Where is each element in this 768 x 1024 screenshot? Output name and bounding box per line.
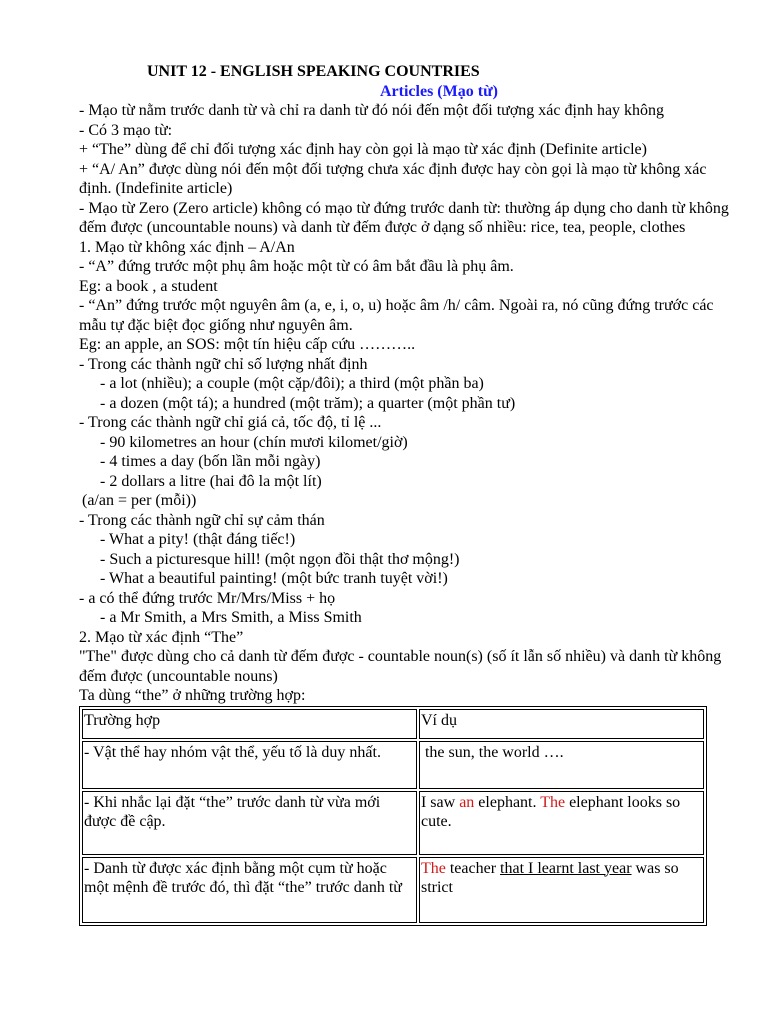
highlighted-article: The (420, 859, 446, 877)
text-line: "The" được dùng cho cả danh từ đếm được - countable noun(s) (số ít lẫn số nhiều) và danh từ không đếm được (uncountable nouns) (79, 648, 722, 685)
text-line: - Trong các thành ngữ chỉ giá cả, tốc độ, tỉ lệ ... (79, 414, 382, 431)
table-header-row (82, 709, 704, 739)
text-line: - a có thể đứng trước Mr/Mrs/Miss + họ (79, 589, 336, 607)
text-line: Ta dùng “the” ở những trường hợp: (79, 687, 306, 704)
table-header-cell: Trường hợp (82, 709, 417, 739)
document-page (79, 62, 739, 926)
table-row (82, 857, 704, 923)
table-row (82, 791, 704, 855)
table-cell-case: - Vật thể hay nhóm vật thể, yếu tố là duy nhất. (82, 741, 417, 789)
highlighted-article: The (540, 793, 566, 811)
table-cell-example: the sun, the world …. (419, 741, 704, 789)
text-line: - Trong các thành ngữ chỉ số lượng nhất định (79, 355, 368, 373)
example-text: I saw (420, 793, 460, 811)
indented-line: - 4 times a day (bốn lần mỗi ngày) (100, 453, 321, 470)
underlined-clause: that I learnt last year (500, 859, 632, 877)
text-line: - “A” đứng trước một phụ âm hoặc một từ có âm bắt đầu là phụ âm. (79, 258, 514, 275)
text-line: - Có 3 mạo từ: (79, 121, 173, 139)
indented-line: - What a beautiful painting! (một bức tranh tuyệt vời!) (100, 570, 448, 587)
table-header-cell: Ví dụ (419, 709, 704, 739)
document-subtitle: Articles (Mạo từ) (380, 82, 498, 100)
example-text: elephant. (474, 793, 541, 811)
indented-line: - 2 dollars a litre (hai đô la một lít) (100, 472, 322, 490)
example-line: Eg: a book , a student (79, 277, 218, 295)
table-cell-case: - Khi nhắc lại đặt “the” trước danh từ vừa mới được đề cập. (82, 791, 417, 855)
document-title: UNIT 12 - ENGLISH SPEAKING COUNTRIES (147, 63, 480, 80)
example-text: elephant looks so cute. (420, 793, 681, 830)
table-row (82, 741, 704, 789)
section-heading: 2. Mạo từ xác định “The” (79, 628, 244, 646)
example-text: teacher (445, 859, 501, 877)
text-line: - “An” đứng trước một nguyên âm (a, e, i, o, u) hoặc âm /h/ câm. Ngoài ra, nó cũng đứng trước các mẫu tự đặc biệt đọc giống như nguyên âm. (79, 297, 714, 334)
text-line: + “A/ An” được dùng nói đến một đối tượng chưa xác định được hay còn gọi là mạo từ không xác định. (Indefinite article) (79, 160, 707, 197)
usage-table (79, 706, 707, 926)
example-text: was so strict (420, 859, 679, 896)
indented-line: - a dozen (một tá); a hundred (một trăm); a quarter (một phần tư) (100, 394, 516, 412)
indented-line: - What a pity! (thật đáng tiếc!) (100, 531, 296, 548)
indented-line: - 90 kilometres an hour (chín mươi kilomet/giờ) (100, 433, 408, 451)
section-heading: 1. Mạo từ không xác định – A/An (79, 238, 295, 256)
highlighted-article: an (459, 793, 475, 811)
text-line: - Mạo từ Zero (Zero article) không có mạo từ đứng trước danh từ: thường áp dụng cho danh từ không đếm được (uncountable nouns) và danh từ đếm được ở dạng số nhiều: rice, tea, people, clothes (79, 199, 729, 236)
table-cell-example (419, 791, 704, 855)
text-line: - Mạo từ nằm trước danh từ và chỉ ra danh từ đó nói đến một đối tượng xác định hay không (79, 102, 665, 119)
indented-line: - a lot (nhiều); a couple (một cặp/đôi); a third (một phần ba) (100, 375, 484, 392)
table-cell-example (419, 857, 704, 923)
note-line: (a/an = per (mỗi)) (82, 492, 197, 509)
text-line: - Trong các thành ngữ chỉ sự cảm thán (79, 511, 325, 529)
indented-line: - Such a picturesque hill! (một ngọn đồi thật thơ mộng!) (100, 550, 460, 568)
text-line: + “The” dùng để chỉ đối tượng xác định hay còn gọi là mạo từ xác định (Definite article) (79, 141, 647, 158)
indented-line: - a Mr Smith, a Mrs Smith, a Miss Smith (100, 609, 362, 626)
example-line: Eg: an apple, an SOS: một tín hiệu cấp cứu ……….. (79, 336, 416, 353)
table-cell-case: - Danh từ được xác định bằng một cụm từ hoặc một mệnh đề trước đó, thì đặt “the” trước danh từ (82, 857, 417, 923)
